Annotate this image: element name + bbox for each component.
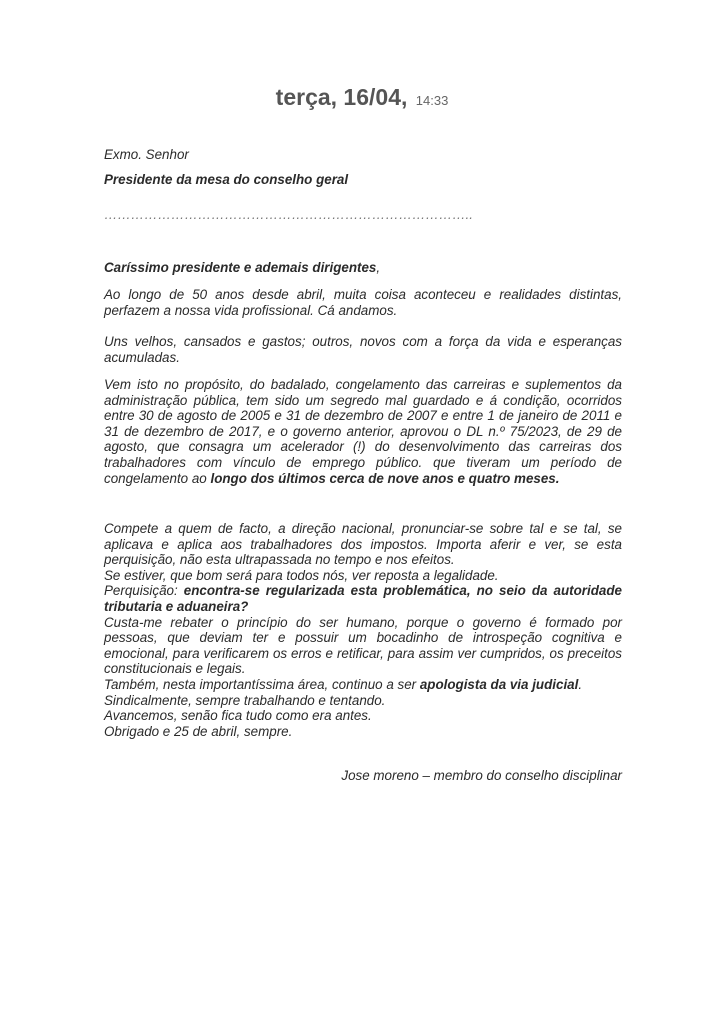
paragraph-4-line-6: Sindicalmente, sempre trabalhando e tentando.	[104, 692, 386, 708]
greeting-comma: ,	[376, 260, 381, 275]
salutation: Exmo. Senhor	[104, 147, 189, 162]
date-heading: terça, 16/04,	[275, 84, 408, 110]
signature: Jose moreno – membro do conselho disciplinar	[341, 768, 622, 783]
document-title	[0, 84, 724, 111]
paragraph-3-text: Vem isto no propósito, do badalado, congelamento das carreiras e suplementos da administração pública, tem sido um segredo mal guardado e á condição, ocorridos entre 30 de agosto de 2005 e 31 de dezembro de 2007 e entre 1 de janeiro de 2011 e 31 de dezembro de 2017, e o governo anterior, aprovou o DL n.º 75/2023, de 29 de agosto, que consagra um acelerador (!) do desenvolvimento das carreiras dos trabalhadores com vínculo de emprego público. que tiveram um período de congelamento ao	[104, 377, 622, 486]
question-bold: encontra-se regularizada esta problemática, no seio da autoridade tributaria e aduaneira?	[104, 583, 622, 614]
paragraph-1: Ao longo de 50 anos desde abril, muita coisa aconteceu e realidades distintas, perfazem a nossa vida profissional. Cá andamos.	[104, 287, 622, 318]
paragraph-4-line-4: Custa-me rebater o princípio do ser humano, porque o governo é formado por pessoas, que deviam ter e possuir um bocadinho de introspeção cognitiva e emocional, para verificarem os erros e retificar, para assim ver cumpridos, os preceitos constitucionais e legais.	[104, 614, 622, 677]
paragraph-4-line-5	[104, 677, 622, 693]
paragraph-2: Uns velhos, cansados e gastos; outros, novos com a força da vida e esperanças acumuladas.	[104, 334, 622, 365]
line-5-text: Também, nesta importantíssima área, continuo a ser	[104, 676, 420, 692]
paragraph-4	[104, 521, 622, 739]
paragraph-4-line-7: Avancemos, senão fica tudo como era antes.	[104, 708, 372, 724]
line-5-bold: apologista da via judicial	[419, 676, 579, 692]
question-label: Perquisição:	[104, 583, 184, 599]
paragraph-4-line-1: Compete a quem de facto, a direção nacional, pronunciar-se sobre tal e se tal, se aplicava e aplica aos trabalhadores dos impostos. Importa aferir e ver, se esta perquisição, não esta ultrapassada no tempo e nos efeitos.	[104, 521, 622, 568]
recipient: Presidente da mesa do conselho geral	[104, 172, 349, 187]
paragraph-3	[104, 377, 622, 486]
line-5-period: .	[578, 676, 583, 692]
time-stamp: 14:33	[415, 93, 449, 108]
paragraph-4-line-2: Se estiver, que bom será para todos nós, ver reposta a legalidade.	[104, 567, 499, 583]
greeting-text: Caríssimo presidente e ademais dirigentes	[104, 260, 377, 275]
paragraph-4-line-8: Obrigado e 25 de abril, sempre.	[104, 723, 293, 739]
paragraph-3-bold: longo dos últimos cerca de nove anos e quatro meses.	[210, 470, 560, 486]
dotted-line: ………………………………………………………………………..	[104, 207, 473, 222]
paragraph-4-line-3	[104, 583, 622, 614]
greeting	[104, 260, 622, 276]
